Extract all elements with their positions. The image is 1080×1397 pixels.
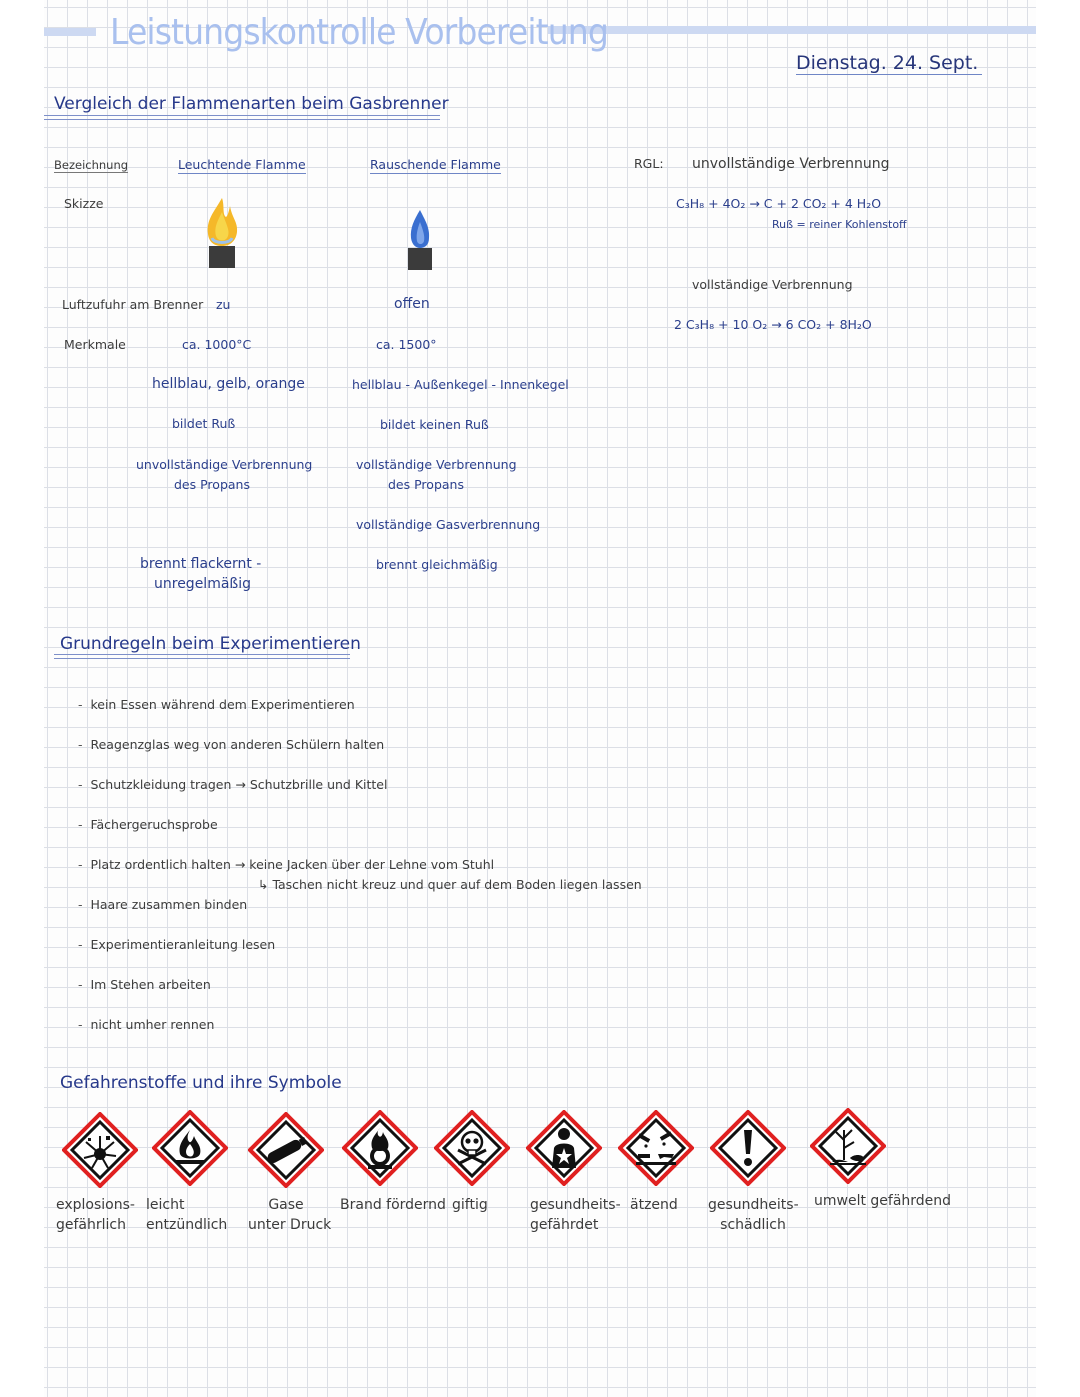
hazard-label-corrosive: ätzend — [630, 1197, 678, 1213]
col-header-rauschend: Rauschende Flamme — [370, 157, 501, 172]
leuchtend-brennt: brennt flackernt - — [140, 556, 262, 572]
rauschend-verbrennung-2: des Propans — [388, 477, 464, 492]
leuchtend-farbe: hellblau, gelb, orange — [152, 376, 305, 392]
hazard-label-explosive: explosions- gefährlich — [56, 1197, 135, 1233]
label-luftzufuhr: Luftzufuhr am Brenner — [62, 297, 204, 312]
col-header-leuchtend: Leuchtende Flamme — [178, 157, 306, 172]
rauschend-gasverbrennung: vollständige Gasverbrennung — [356, 517, 541, 532]
section-title-gefahrenstoffe: Gefahrenstoffe und ihre Symbole — [60, 1073, 342, 1093]
rauschend-verbrennung: vollständige Verbrennung — [356, 457, 517, 472]
gas-cylinder-icon — [248, 1112, 324, 1188]
rauschend-farbe: hellblau - Außenkegel - Innenkegel — [352, 377, 569, 392]
title-bar-left — [44, 28, 96, 36]
environment-icon — [810, 1108, 886, 1184]
hazard-label-harmful: gesundheits- schädlich — [708, 1197, 799, 1233]
rgl-label: RGL: — [634, 156, 664, 171]
corrosion-icon — [618, 1110, 694, 1186]
label-bezeichnung: Bezeichnung — [54, 158, 129, 172]
list-item: - Experimentieranleitung lesen — [78, 937, 276, 952]
hazard-label-flammable: leicht entzündlich — [146, 1197, 228, 1233]
leuchtend-brennt-2: unregelmäßig — [154, 576, 252, 592]
title-bar-right — [548, 26, 1036, 34]
rgl-unvollstaendig-title: unvollständige Verbrennung — [692, 156, 890, 172]
exclamation-icon — [710, 1110, 786, 1186]
list-item: - Fächergeruchsprobe — [78, 817, 218, 832]
section1-underline-b — [44, 119, 440, 120]
flame-over-circle-icon — [342, 1110, 418, 1186]
hazard-label-toxic: giftig — [452, 1197, 488, 1213]
leuchtend-russ: bildet Ruß — [172, 416, 236, 431]
list-item: - Schutzkleidung tragen → Schutzbrille und Kittel — [78, 777, 388, 792]
leuchtend-verbrennung-2: des Propans — [174, 477, 250, 492]
section1-underline-a — [44, 115, 440, 116]
list-item: - Reagenzglas weg von anderen Schülern halten — [78, 737, 385, 752]
health-hazard-icon — [526, 1110, 602, 1186]
list-item: - Platz ordentlich halten → keine Jacken über der Lehne vom Stuhl — [78, 857, 495, 872]
leuchtend-temperatur: ca. 1000°C — [182, 337, 252, 352]
list-item: - kein Essen während dem Experimentieren — [78, 697, 355, 712]
rgl-russ-note: Ruß = reiner Kohlenstoff — [772, 218, 907, 231]
page-title: Leistungskontrolle Vorbereitung — [110, 12, 608, 53]
rauschend-brennt: brennt gleichmäßig — [376, 557, 498, 572]
leuchtend-luftzufuhr: zu — [216, 297, 231, 312]
section-title-flammen: Vergleich der Flammenarten beim Gasbrenner — [54, 94, 449, 114]
hazard-label-environment: umwelt gefährdend — [814, 1193, 952, 1209]
rgl-vollstaendig-equation: 2 C₃H₈ + 10 O₂ → 6 CO₂ + 8H₂O — [674, 317, 872, 332]
skull-crossbones-icon — [434, 1110, 510, 1186]
rauschend-luftzufuhr: offen — [394, 296, 430, 312]
leuchtend-verbrennung: unvollständige Verbrennung — [136, 457, 313, 472]
list-item: - Haare zusammen binden — [78, 897, 248, 912]
section2-underline-b — [54, 658, 350, 659]
list-item: - Im Stehen arbeiten — [78, 977, 211, 992]
rauschend-temperatur: ca. 1500° — [376, 337, 437, 352]
section2-underline-a — [54, 654, 350, 655]
explosive-icon — [62, 1112, 138, 1188]
list-item-sub: ↳ Taschen nicht kreuz und quer auf dem Boden liegen lassen — [258, 877, 642, 892]
hazard-label-oxidizing: Brand fördernd — [340, 1197, 446, 1213]
section-title-grundregeln: Grundregeln beim Experimentieren — [60, 634, 361, 654]
label-merkmale: Merkmale — [64, 337, 126, 352]
label-skizze: Skizze — [64, 196, 104, 211]
hazard-label-health-hazard: gesundheits- gefährdet — [530, 1197, 621, 1233]
roaring-flame-sketch — [398, 206, 442, 272]
list-item: - nicht umher rennen — [78, 1017, 215, 1032]
rgl-unvollstaendig-equation: C₃H₈ + 4O₂ → C + 2 CO₂ + 4 H₂O — [676, 196, 882, 211]
date: Dienstag. 24. Sept. — [796, 52, 982, 75]
rauschend-russ: bildet keinen Ruß — [380, 417, 489, 432]
luminous-flame-sketch — [196, 194, 248, 272]
hazard-label-gas: Gase unter Druck — [248, 1197, 332, 1233]
rgl-vollstaendig-title: vollständige Verbrennung — [692, 277, 853, 292]
flame-icon — [152, 1110, 228, 1186]
